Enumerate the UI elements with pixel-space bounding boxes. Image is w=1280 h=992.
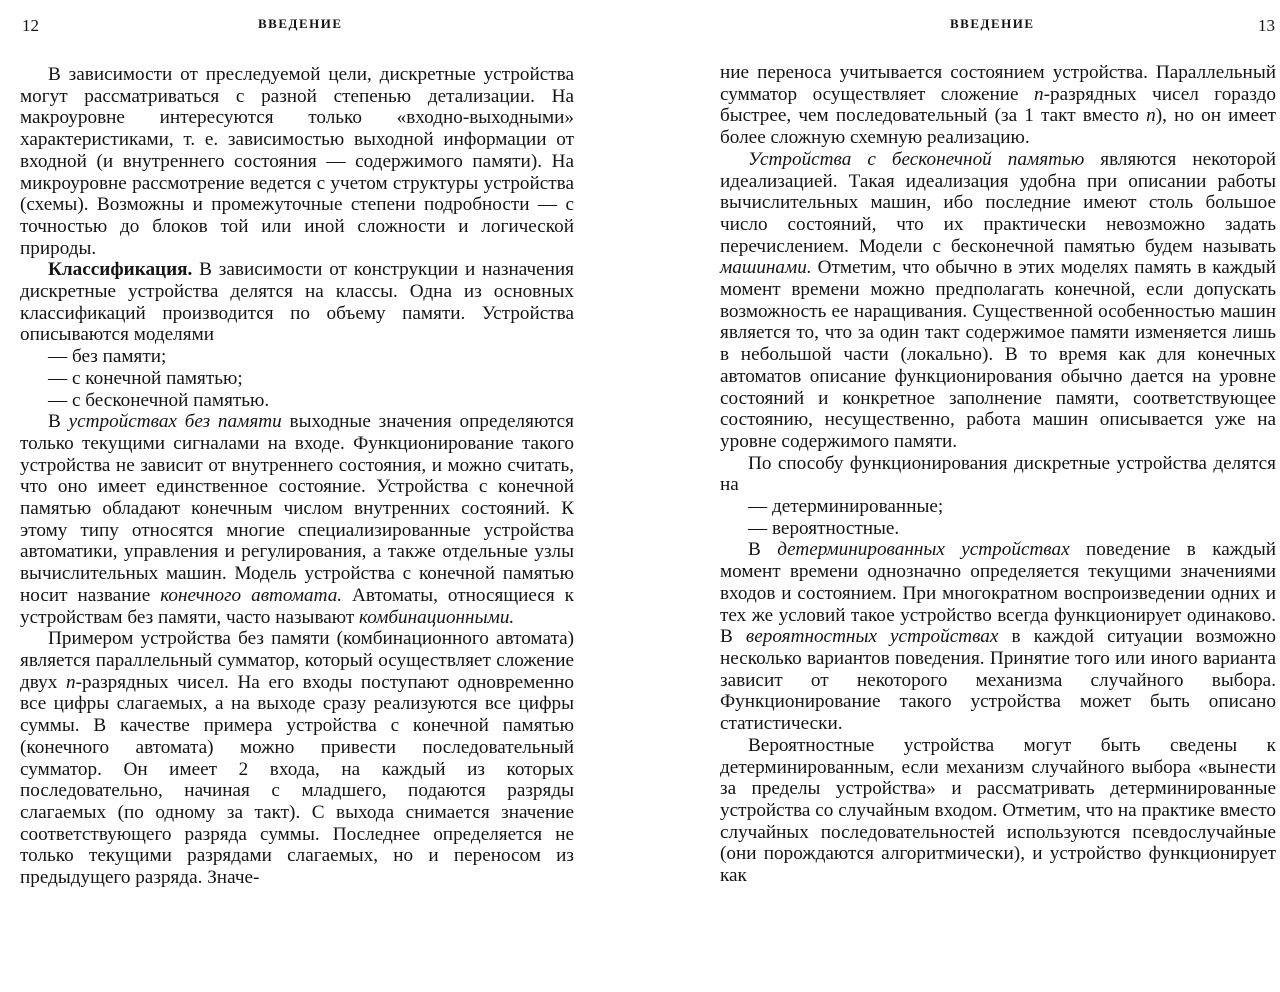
right-page	[640, 0, 1280, 992]
paragraph-no-memory: В устройствах без памяти выходные значения определяются только текущими сигналами на входе. Функционирование такого устройства не зависит от внутреннего состояния, и можно считать, что оно имеет единственное состояние. Устройства с конечной памятью обладают конечным числом внутренних состояний. К этому типу относятся многие специализированные устройства автоматики, управления и регулирования, а также отдельные узлы вычислительных машин. Модель устройства с конечной памятью носит название конечного автомата. Автоматы, относящиеся к устройствам без памяти, часто называют комбинационными.	[20, 411, 575, 628]
list-item: — с бесконечной памятью.	[48, 389, 270, 411]
paragraph-1: В зависимости от преследуемой цели, дискретные устройства могут рассматриваться с разной степенью детализации. На макроуровне интересуются только «входно-выходными» характеристиками, т. е. зависимостью выходной информации от входной (и внутреннего состояния — содержимого памяти). На микроуровне рассмотрение ведется с учетом структуры устройства (схемы). Возможны и промежуточные степени подробности — с точностью до блоков той или иной сложности и логической природы.	[20, 64, 574, 259]
paragraph-deterministic: В детерминированных устройствах поведение в каждый момент времени однозначно определяется текущими значениями входов и состоянием. При многократном воспроизведении одних и тех же условий такое устройство всегда функционирует одинаково. В вероятностных устройствах в каждой ситуации возможно несколько вариантов поведения. Принятие того или иного варианта зависит от некоторого механизма случайного выбора. Функционирование такого устройства может быть описано статистически.	[720, 539, 1276, 735]
page-number-left: 12	[22, 16, 39, 35]
page-number-right: 13	[1258, 16, 1275, 35]
math-n: n	[1034, 83, 1044, 105]
list-item: — с конечной памятью;	[48, 367, 243, 389]
paragraph-adder-example: Примером устройства без памяти (комбинационного автомата) является параллельный сумматор, который осуществляет сложение двух n-разрядных чисел. На его входы поступают одновременно все цифры слагаемых, а на выходе сразу реализуются все цифры суммы. В качестве примера устройства с конечной памятью (конечного автомата) можно привести последовательный сумматор. Он имеет 2 входа, на каждый из которых последовательно, начиная с младшего, подаются разряды слагаемых (по одному за такт). С выхода снимается значение соответствующего разряда суммы. Последнее определяется не только текущими разрядами слагаемых, но и переносом из предыдущего разряда. Значе-	[20, 628, 574, 889]
paragraph-continuation: ние переноса учитывается состоянием устройства. Параллельный сумматор осуществляет сложение n-разрядных чисел гораздо быстрее, чем последовательный (за 1 такт вместо n), но он имеет более сложную схемную реализацию.	[720, 62, 1276, 149]
left-page-header	[0, 14, 640, 38]
section-heading-classification: Классификация.	[48, 259, 193, 281]
list-item: — без памяти;	[48, 346, 167, 368]
term-probabilistic: вероятностных устройствах	[745, 626, 999, 648]
math-n: n	[66, 671, 76, 693]
right-page-text	[720, 62, 1276, 887]
left-page-text	[20, 64, 574, 889]
term-no-memory: устройствах без памяти	[68, 411, 282, 433]
list-item: — детерминированные;	[748, 496, 944, 518]
term-deterministic: детерминированных устройствах	[777, 539, 1070, 561]
term-machines: машинами.	[720, 257, 812, 279]
running-head-left: ВВЕДЕНИЕ	[258, 16, 343, 31]
term-combinational: комбинационными.	[359, 606, 515, 628]
paragraph-probabilistic-reduction: Вероятностные устройства могут быть сведены к детерминированным, если механизм случайного выбора «вынести за пределы устройства» и рассматривать детерминированные устройства со случайным входом. Отметим, что на практике вместо случайных последовательностей используются псевдослучайные (они порождаются алгоритмически), и устройство функционирует как	[720, 734, 1276, 887]
paragraph-infinite-memory: Устройства с бесконечной памятью являются некоторой идеализацией. Такая идеализация удобна при описании работы вычислительных машин, ибо последние имеют столь большое число состояний, что их практически невозможно задать перечислением. Модели с бесконечной памятью будем называть машинами. Отметим, что обычно в этих моделях память в каждый момент времени можно предполагать конечной, если допускать возможность ее наращивания. Существенной особенностью машин является то, что за один такт содержимое памяти изменяется лишь в небольшой части (локально). В то время как для конечных автоматов описание функционирования обычно дается на уровне состояний и конкретное заполнение памяти, соответствующее состоянию, несущественно, работа машин описывается уже на уровне содержимого памяти.	[720, 148, 1276, 452]
right-page-header	[640, 14, 1280, 38]
term-finite-automaton: конечного автомата.	[160, 584, 343, 606]
paragraph-functioning: По способу функционирования дискретные устройства делятся на	[720, 452, 1276, 496]
list-item: — вероятностные.	[748, 517, 900, 539]
math-n: n	[1146, 105, 1156, 127]
term-infinite-memory: Устройства с бесконечной памятью	[748, 148, 1085, 170]
paragraph-classification: Классификация. В зависимости от конструкции и назначения дискретные устройства делятся на классы. Одна из основных классификаций производится по объему памяти. Устройства описываются моделями	[20, 259, 574, 346]
running-head-right: ВВЕДЕНИЕ	[950, 16, 1035, 31]
